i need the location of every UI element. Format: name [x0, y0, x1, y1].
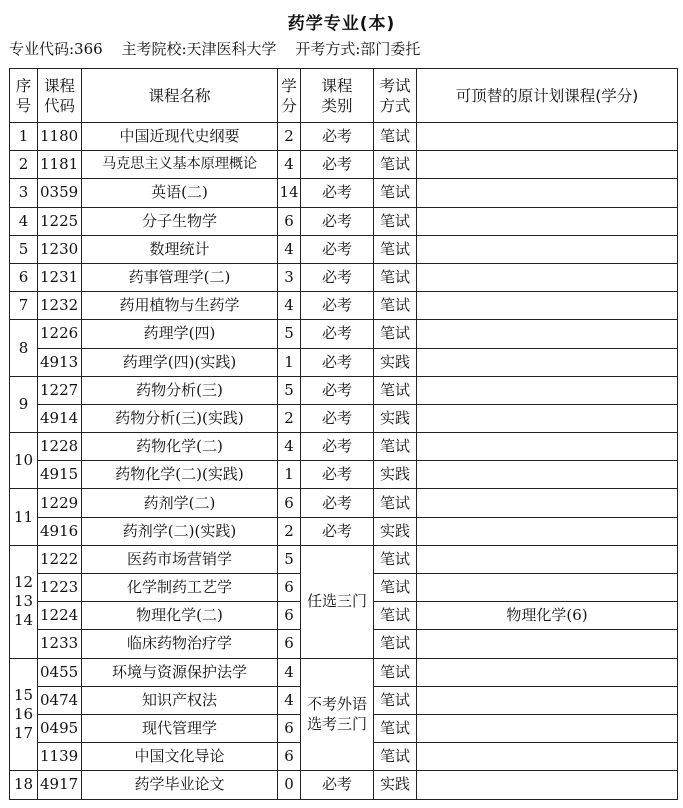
- course-code: 1222: [38, 545, 82, 573]
- exam-type: 实践: [374, 771, 417, 799]
- credits: 4: [278, 292, 301, 320]
- course-code: 1226: [38, 320, 82, 348]
- header-seq: 序 号: [10, 69, 38, 123]
- replacement: [417, 404, 678, 432]
- category: 必考: [301, 348, 374, 376]
- exam-type: 笔试: [374, 123, 417, 151]
- table-row: [10, 292, 678, 320]
- table-row: [10, 404, 678, 432]
- exam-type: 笔试: [374, 630, 417, 658]
- seq-cell: 11: [10, 489, 38, 545]
- replacement: [417, 686, 678, 714]
- replacement: [417, 123, 678, 151]
- table-row: [10, 151, 678, 179]
- course-name: 中国文化导论: [82, 743, 278, 771]
- credits: 4: [278, 433, 301, 461]
- replacement: [417, 320, 678, 348]
- table-header-row: [10, 69, 678, 123]
- course-name: 知识产权法: [82, 686, 278, 714]
- course-name: 化学制药工艺学: [82, 574, 278, 602]
- replacement: [417, 658, 678, 686]
- seq-cell: 5: [10, 235, 38, 263]
- seq-cell: 8: [10, 320, 38, 376]
- credits: 5: [278, 376, 301, 404]
- category: 必考: [301, 292, 374, 320]
- table-row: [10, 658, 678, 686]
- seq-cell: 9: [10, 376, 38, 432]
- page-title: 药学专业(本): [287, 14, 396, 34]
- exam-type: 笔试: [374, 602, 417, 630]
- course-code: 1230: [38, 235, 82, 263]
- credits: 6: [278, 602, 301, 630]
- exam-type: 笔试: [374, 263, 417, 291]
- exam-school: 主考院校:天津医科大学: [121, 40, 277, 58]
- exam-type: 实践: [374, 404, 417, 432]
- credits: 2: [278, 517, 301, 545]
- credits: 14: [278, 179, 301, 207]
- seq-cell: 18: [10, 771, 38, 799]
- exam-type: 笔试: [374, 743, 417, 771]
- category: 必考: [301, 433, 374, 461]
- replacement: [417, 630, 678, 658]
- course-name: 药理学(四): [82, 320, 278, 348]
- course-name: 现代管理学: [82, 714, 278, 742]
- credits: 6: [278, 714, 301, 742]
- table-row: [10, 207, 678, 235]
- credits: 1: [278, 348, 301, 376]
- header-course-name: 课程名称: [82, 69, 278, 123]
- course-name: 药剂学(二)(实践): [82, 517, 278, 545]
- course-name: 药理学(四)(实践): [82, 348, 278, 376]
- course-code: 1229: [38, 489, 82, 517]
- header-exam-type: 考试 方式: [374, 69, 417, 123]
- category: 必考: [301, 123, 374, 151]
- program-code: 专业代码:366: [9, 40, 103, 58]
- credits: 6: [278, 743, 301, 771]
- category: 必考: [301, 151, 374, 179]
- exam-type: 笔试: [374, 320, 417, 348]
- course-name: 物理化学(二): [82, 602, 278, 630]
- seq-cell: 10: [10, 433, 38, 489]
- exam-type: 笔试: [374, 376, 417, 404]
- course-name: 药剂学(二): [82, 489, 278, 517]
- credits: 3: [278, 263, 301, 291]
- replacement: [417, 235, 678, 263]
- seq-cell: 6: [10, 263, 38, 291]
- credits: 6: [278, 630, 301, 658]
- course-code: 4915: [38, 461, 82, 489]
- replacement: [417, 207, 678, 235]
- replacement: [417, 771, 678, 799]
- credits: 0: [278, 771, 301, 799]
- replacement: [417, 545, 678, 573]
- credits: 2: [278, 123, 301, 151]
- course-code: 1231: [38, 263, 82, 291]
- credits: 2: [278, 404, 301, 432]
- category: 必考: [301, 235, 374, 263]
- course-code: 0359: [38, 179, 82, 207]
- seq-cell: 3: [10, 179, 38, 207]
- exam-type: 笔试: [374, 292, 417, 320]
- table-row: [10, 179, 678, 207]
- replacement: [417, 348, 678, 376]
- table-row: [10, 263, 678, 291]
- course-name: 药物化学(二): [82, 433, 278, 461]
- category: 必考: [301, 207, 374, 235]
- course-name: 英语(二): [82, 179, 278, 207]
- exam-type: 笔试: [374, 658, 417, 686]
- replacement: [417, 714, 678, 742]
- category: 必考: [301, 376, 374, 404]
- exam-type: 笔试: [374, 151, 417, 179]
- seq-cell: 1: [10, 123, 38, 151]
- course-code: 1225: [38, 207, 82, 235]
- table-row: [10, 235, 678, 263]
- table-row: [10, 433, 678, 461]
- table-row: [10, 376, 678, 404]
- table-row: [10, 348, 678, 376]
- category: 必考: [301, 179, 374, 207]
- table-row: [10, 123, 678, 151]
- course-table: [9, 68, 678, 800]
- course-name: 分子生物学: [82, 207, 278, 235]
- table-row: [10, 489, 678, 517]
- exam-type: 笔试: [374, 179, 417, 207]
- replacement: [417, 376, 678, 404]
- replacement: [417, 574, 678, 602]
- course-name: 药用植物与生药学: [82, 292, 278, 320]
- table-row: [10, 517, 678, 545]
- header-course-code: 课程 代码: [38, 69, 82, 123]
- exam-type: 实践: [374, 348, 417, 376]
- exam-type: 笔试: [374, 433, 417, 461]
- course-name: 数理统计: [82, 235, 278, 263]
- replacement: 物理化学(6): [417, 602, 678, 630]
- seq-cell-group: 15 16 17: [10, 658, 38, 771]
- course-name: 中国近现代史纲要: [82, 123, 278, 151]
- course-code: 0455: [38, 658, 82, 686]
- header-credits: 学 分: [278, 69, 301, 123]
- course-code: 1227: [38, 376, 82, 404]
- credits: 4: [278, 686, 301, 714]
- exam-type: 笔试: [374, 686, 417, 714]
- program-info: [9, 38, 679, 59]
- category: 必考: [301, 489, 374, 517]
- credits: 4: [278, 151, 301, 179]
- seq-cell: 4: [10, 207, 38, 235]
- exam-type: 实践: [374, 461, 417, 489]
- header-category: 课程 类别: [301, 69, 374, 123]
- seq-cell-group: 12 13 14: [10, 545, 38, 658]
- replacement: [417, 263, 678, 291]
- credits: 4: [278, 658, 301, 686]
- course-code: 1180: [38, 123, 82, 151]
- credits: 1: [278, 461, 301, 489]
- seq-cell: 7: [10, 292, 38, 320]
- header-replacement: 可顶替的原计划课程(学分): [417, 69, 678, 123]
- exam-type: 实践: [374, 517, 417, 545]
- replacement: [417, 743, 678, 771]
- course-code: 4917: [38, 771, 82, 799]
- course-name: 临床药物治疗学: [82, 630, 278, 658]
- course-code: 1228: [38, 433, 82, 461]
- category-group-elective-no-foreign-language: 不考外语 选考三门: [301, 658, 374, 771]
- replacement: [417, 489, 678, 517]
- replacement: [417, 461, 678, 489]
- replacement: [417, 433, 678, 461]
- category: 必考: [301, 461, 374, 489]
- replacement: [417, 179, 678, 207]
- course-code: 1181: [38, 151, 82, 179]
- exam-mode: 开考方式:部门委托: [295, 40, 421, 58]
- course-name: 药物分析(三): [82, 376, 278, 404]
- category: 必考: [301, 320, 374, 348]
- credits: 4: [278, 235, 301, 263]
- table-row: [10, 545, 678, 573]
- seq-cell: 2: [10, 151, 38, 179]
- course-code: 0495: [38, 714, 82, 742]
- table-row: [10, 461, 678, 489]
- course-name: 马克思主义基本原理概论: [82, 151, 278, 179]
- credits: 6: [278, 574, 301, 602]
- category: 必考: [301, 771, 374, 799]
- category: 必考: [301, 404, 374, 432]
- exam-type: 笔试: [374, 207, 417, 235]
- credits: 6: [278, 489, 301, 517]
- table-row: [10, 771, 678, 799]
- course-code: 4914: [38, 404, 82, 432]
- course-code: 1224: [38, 602, 82, 630]
- credits: 5: [278, 545, 301, 573]
- course-code: 1233: [38, 630, 82, 658]
- replacement: [417, 151, 678, 179]
- exam-type: 笔试: [374, 489, 417, 517]
- course-name: 药物化学(二)(实践): [82, 461, 278, 489]
- course-code: 0474: [38, 686, 82, 714]
- replacement: [417, 292, 678, 320]
- replacement: [417, 517, 678, 545]
- course-name: 医药市场营销学: [82, 545, 278, 573]
- course-name: 药学毕业论文: [82, 771, 278, 799]
- course-name: 环境与资源保护法学: [82, 658, 278, 686]
- table-row: [10, 320, 678, 348]
- category: 必考: [301, 517, 374, 545]
- course-code: 1223: [38, 574, 82, 602]
- exam-type: 笔试: [374, 545, 417, 573]
- course-name: 药物分析(三)(实践): [82, 404, 278, 432]
- course-code: 4916: [38, 517, 82, 545]
- exam-type: 笔试: [374, 235, 417, 263]
- course-code: 1232: [38, 292, 82, 320]
- course-code: 1139: [38, 743, 82, 771]
- course-name: 药事管理学(二): [82, 263, 278, 291]
- credits: 6: [278, 207, 301, 235]
- credits: 5: [278, 320, 301, 348]
- exam-type: 笔试: [374, 714, 417, 742]
- category: 必考: [301, 263, 374, 291]
- exam-type: 笔试: [374, 574, 417, 602]
- category-group-elective: 任选三门: [301, 545, 374, 658]
- course-code: 4913: [38, 348, 82, 376]
